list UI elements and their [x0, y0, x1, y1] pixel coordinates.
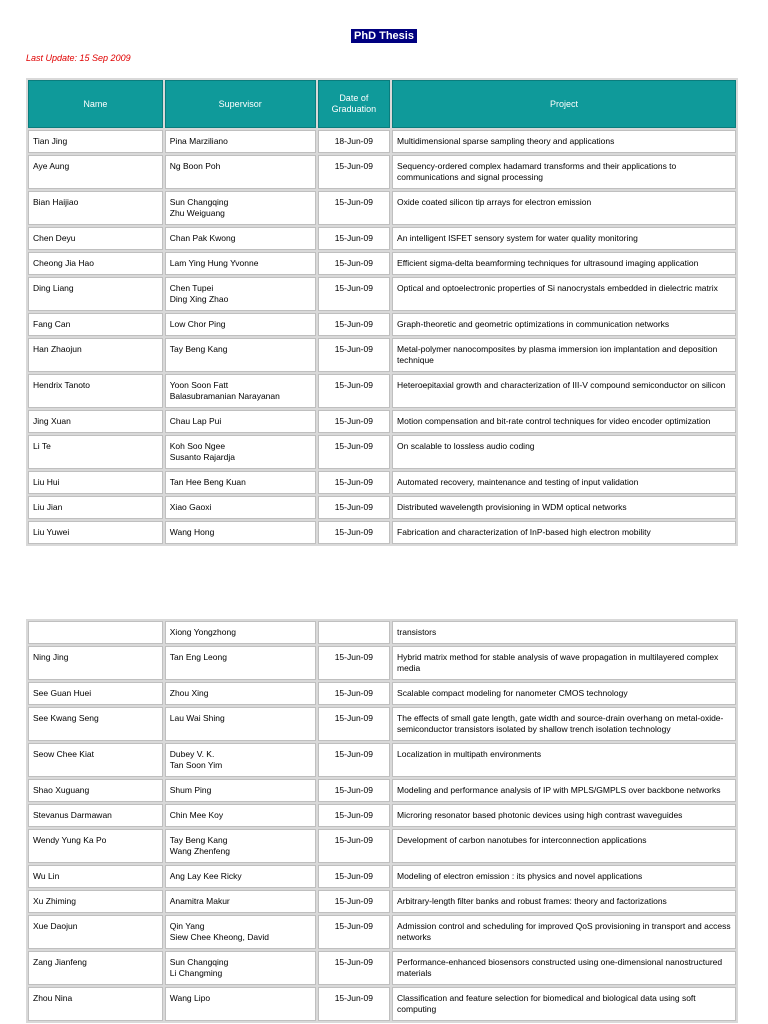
cell-supervisor: [165, 252, 316, 275]
cell-graduation-date: 15-Jun-09: [318, 521, 390, 544]
cell-project: Development of carbon nanotubes for interconnection applications: [392, 829, 736, 863]
table-row: [28, 951, 736, 985]
table-row: [28, 410, 736, 433]
cell-name: Tian Jing: [28, 130, 163, 153]
cell-name: Han Zhaojun: [28, 338, 163, 372]
supervisor-name: Zhu Weiguang: [169, 208, 225, 218]
cell-project: On scalable to lossless audio coding: [392, 435, 736, 469]
cell-project: An intelligent ISFET sensory system for water quality monitoring: [392, 227, 736, 250]
table-row: [28, 435, 736, 469]
table-body-page-2: [28, 621, 736, 1021]
cell-supervisor: [165, 155, 316, 189]
cell-supervisor: [165, 313, 316, 336]
cell-project: Scalable compact modeling for nanometer CMOS technology: [392, 682, 736, 705]
cell-supervisor: [165, 471, 316, 494]
cell-project: Oxide coated silicon tip arrays for electron emission: [392, 191, 736, 225]
cell-name: [28, 621, 163, 644]
cell-project: Microring resonator based photonic devices using high contrast waveguides: [392, 804, 736, 827]
cell-supervisor: [165, 829, 316, 863]
cell-graduation-date: 15-Jun-09: [318, 155, 390, 189]
thesis-table-page-2: [26, 619, 738, 1023]
cell-graduation-date: 15-Jun-09: [318, 915, 390, 949]
cell-graduation-date: 15-Jun-09: [318, 410, 390, 433]
supervisor-name: Wang Hong: [169, 527, 215, 537]
cell-graduation-date: 18-Jun-09: [318, 130, 390, 153]
cell-supervisor: [165, 951, 316, 985]
cell-supervisor: [165, 374, 316, 408]
cell-project: The effects of small gate length, gate width and source-drain overhang on metal-oxide-semiconductor transistors isolated by shallow trench isolation technology: [392, 707, 736, 741]
cell-graduation-date: 15-Jun-09: [318, 313, 390, 336]
cell-name: Liu Jian: [28, 496, 163, 519]
cell-graduation-date: 15-Jun-09: [318, 682, 390, 705]
cell-supervisor: [165, 646, 316, 680]
cell-supervisor: [165, 496, 316, 519]
supervisor-name: Li Changming: [169, 968, 223, 978]
table-body-page-1: [28, 130, 736, 544]
cell-project: Arbitrary-length filter banks and robust frames: theory and factorizations: [392, 890, 736, 913]
table-row: [28, 130, 736, 153]
cell-name: Liu Hui: [28, 471, 163, 494]
table-row: [28, 374, 736, 408]
supervisor-name: Sun Changqing: [169, 957, 229, 967]
cell-project: Motion compensation and bit-rate control techniques for video encoder optimization: [392, 410, 736, 433]
cell-supervisor: [165, 865, 316, 888]
cell-name: Zang Jianfeng: [28, 951, 163, 985]
cell-name: Xue Daojun: [28, 915, 163, 949]
table-row: [28, 338, 736, 372]
cell-supervisor: [165, 987, 316, 1021]
cell-project: Automated recovery, maintenance and testing of input validation: [392, 471, 736, 494]
cell-name: Zhou Nina: [28, 987, 163, 1021]
cell-graduation-date: 15-Jun-09: [318, 496, 390, 519]
cell-supervisor: [165, 227, 316, 250]
cell-project: Modeling of electron emission : its physics and novel applications: [392, 865, 736, 888]
cell-graduation-date: 15-Jun-09: [318, 779, 390, 802]
table-row: [28, 621, 736, 644]
header-project: Project: [392, 80, 736, 128]
cell-project: Multidimensional sparse sampling theory and applications: [392, 130, 736, 153]
document-title-wrap: [0, 26, 768, 44]
supervisor-name: Wang Zhenfeng: [169, 846, 230, 856]
cell-supervisor: [165, 277, 316, 311]
cell-name: Ning Jing: [28, 646, 163, 680]
table-row: [28, 890, 736, 913]
cell-name: Xu Zhiming: [28, 890, 163, 913]
table-row: [28, 779, 736, 802]
table-row: [28, 865, 736, 888]
cell-project: Optical and optoelectronic properties of Si nanocrystals embedded in dielectric matrix: [392, 277, 736, 311]
cell-supervisor: [165, 435, 316, 469]
supervisor-name: Chen Tupei: [169, 283, 214, 293]
supervisor-name: Chau Lap Pui: [169, 416, 222, 426]
cell-project: Modeling and performance analysis of IP with MPLS/GMPLS over backbone networks: [392, 779, 736, 802]
supervisor-name: Ang Lay Kee Ricky: [169, 871, 242, 881]
table-row: [28, 496, 736, 519]
thesis-table-page-1: [26, 78, 738, 546]
table-row: [28, 471, 736, 494]
cell-project: Heteroepitaxial growth and characterization of III-V compound semiconductor on silicon: [392, 374, 736, 408]
cell-supervisor: [165, 743, 316, 777]
cell-name: Stevanus Darmawan: [28, 804, 163, 827]
cell-supervisor: [165, 621, 316, 644]
supervisor-name: Zhou Xing: [169, 688, 209, 698]
cell-graduation-date: [318, 621, 390, 644]
cell-graduation-date: 15-Jun-09: [318, 804, 390, 827]
cell-project: Graph-theoretic and geometric optimizations in communication networks: [392, 313, 736, 336]
cell-project: Admission control and scheduling for improved QoS provisioning in transport and access networks: [392, 915, 736, 949]
cell-project: Efficient sigma-delta beamforming techniques for ultrasound imaging application: [392, 252, 736, 275]
cell-graduation-date: 15-Jun-09: [318, 987, 390, 1021]
cell-graduation-date: 15-Jun-09: [318, 252, 390, 275]
header-supervisor: Supervisor: [165, 80, 316, 128]
supervisor-name: Koh Soo Ngee: [169, 441, 226, 451]
cell-name: Liu Yuwei: [28, 521, 163, 544]
cell-supervisor: [165, 521, 316, 544]
table-row: [28, 829, 736, 863]
supervisor-name: Tay Beng Kang: [169, 835, 228, 845]
cell-project: Hybrid matrix method for stable analysis of wave propagation in multilayered complex media: [392, 646, 736, 680]
cell-graduation-date: 15-Jun-09: [318, 338, 390, 372]
cell-supervisor: [165, 707, 316, 741]
supervisor-name: Tan Hee Beng Kuan: [169, 477, 246, 487]
cell-project: Sequency-ordered complex hadamard transforms and their applications to communications and signal processing: [392, 155, 736, 189]
cell-graduation-date: 15-Jun-09: [318, 890, 390, 913]
table-header-row: [28, 80, 736, 128]
supervisor-name: Tan Eng Leong: [169, 652, 227, 662]
cell-graduation-date: 15-Jun-09: [318, 277, 390, 311]
supervisor-name: Tan Soon Yim: [169, 760, 223, 770]
cell-name: Aye Aung: [28, 155, 163, 189]
cell-supervisor: [165, 890, 316, 913]
cell-graduation-date: 15-Jun-09: [318, 227, 390, 250]
cell-graduation-date: 15-Jun-09: [318, 646, 390, 680]
cell-graduation-date: 15-Jun-09: [318, 191, 390, 225]
cell-graduation-date: 15-Jun-09: [318, 865, 390, 888]
supervisor-name: Shum Ping: [169, 785, 212, 795]
supervisor-name: Pina Marziliano: [169, 136, 228, 146]
table-row: [28, 521, 736, 544]
cell-name: Chen Deyu: [28, 227, 163, 250]
document-title: PhD Thesis: [351, 29, 417, 43]
cell-graduation-date: 15-Jun-09: [318, 435, 390, 469]
cell-supervisor: [165, 130, 316, 153]
supervisor-name: Tay Beng Kang: [169, 344, 228, 354]
cell-graduation-date: 15-Jun-09: [318, 743, 390, 777]
table-row: [28, 227, 736, 250]
supervisor-name: Lau Wai Shing: [169, 713, 225, 723]
supervisor-name: Balasubramanian Narayanan: [169, 391, 280, 401]
cell-supervisor: [165, 682, 316, 705]
table-row: [28, 804, 736, 827]
supervisor-name: Wang Lipo: [169, 993, 211, 1003]
cell-name: Shao Xuguang: [28, 779, 163, 802]
cell-name: Fang Can: [28, 313, 163, 336]
supervisor-name: Siew Chee Kheong, David: [169, 932, 269, 942]
supervisor-name: Xiong Yongzhong: [169, 627, 236, 637]
table-row: [28, 313, 736, 336]
cell-name: Jing Xuan: [28, 410, 163, 433]
cell-project: Distributed wavelength provisioning in WDM optical networks: [392, 496, 736, 519]
supervisor-name: Chan Pak Kwong: [169, 233, 236, 243]
supervisor-name: Anamitra Makur: [169, 896, 230, 906]
last-update: Last Update: 15 Sep 2009: [26, 53, 131, 63]
cell-name: Ding Liang: [28, 277, 163, 311]
cell-name: Li Te: [28, 435, 163, 469]
cell-name: Seow Chee Kiat: [28, 743, 163, 777]
cell-graduation-date: 15-Jun-09: [318, 829, 390, 863]
cell-supervisor: [165, 779, 316, 802]
cell-supervisor: [165, 804, 316, 827]
supervisor-name: Lam Ying Hung Yvonne: [169, 258, 259, 268]
cell-project: Performance-enhanced biosensors constructed using one-dimensional nanostructured materials: [392, 951, 736, 985]
table-row: [28, 915, 736, 949]
table-row: [28, 646, 736, 680]
cell-name: Wu Lin: [28, 865, 163, 888]
table-row: [28, 743, 736, 777]
supervisor-name: Susanto Rajardja: [169, 452, 235, 462]
cell-name: Wendy Yung Ka Po: [28, 829, 163, 863]
table-row: [28, 155, 736, 189]
cell-graduation-date: 15-Jun-09: [318, 951, 390, 985]
supervisor-name: Ng Boon Poh: [169, 161, 221, 171]
cell-name: See Guan Huei: [28, 682, 163, 705]
supervisor-name: Qin Yang: [169, 921, 205, 931]
supervisor-name: Dubey V. K.: [169, 749, 215, 759]
table-row: [28, 277, 736, 311]
header-name: Name: [28, 80, 163, 128]
cell-graduation-date: 15-Jun-09: [318, 374, 390, 408]
cell-name: Cheong Jia Hao: [28, 252, 163, 275]
cell-supervisor: [165, 338, 316, 372]
cell-supervisor: [165, 410, 316, 433]
cell-name: See Kwang Seng: [28, 707, 163, 741]
supervisor-name: Xiao Gaoxi: [169, 502, 212, 512]
supervisor-name: Sun Changqing: [169, 197, 229, 207]
cell-project: Classification and feature selection for biomedical and biological data using soft computing: [392, 987, 736, 1021]
supervisor-name: Chin Mee Koy: [169, 810, 224, 820]
table-row: [28, 707, 736, 741]
supervisor-name: Low Chor Ping: [169, 319, 226, 329]
cell-supervisor: [165, 191, 316, 225]
table-row: [28, 682, 736, 705]
supervisor-name: Yoon Soon Fatt: [169, 380, 229, 390]
cell-name: Bian Haijiao: [28, 191, 163, 225]
cell-project: Fabrication and characterization of InP-based high electron mobility: [392, 521, 736, 544]
header-date: Date of Graduation: [318, 80, 390, 128]
cell-graduation-date: 15-Jun-09: [318, 471, 390, 494]
cell-project: Localization in multipath environments: [392, 743, 736, 777]
supervisor-name: Ding Xing Zhao: [169, 294, 229, 304]
cell-project: transistors: [392, 621, 736, 644]
table-row: [28, 252, 736, 275]
table-row: [28, 987, 736, 1021]
cell-graduation-date: 15-Jun-09: [318, 707, 390, 741]
cell-project: Metal-polymer nanocomposites by plasma immersion ion implantation and deposition technique: [392, 338, 736, 372]
table-row: [28, 191, 736, 225]
cell-name: Hendrix Tanoto: [28, 374, 163, 408]
cell-supervisor: [165, 915, 316, 949]
